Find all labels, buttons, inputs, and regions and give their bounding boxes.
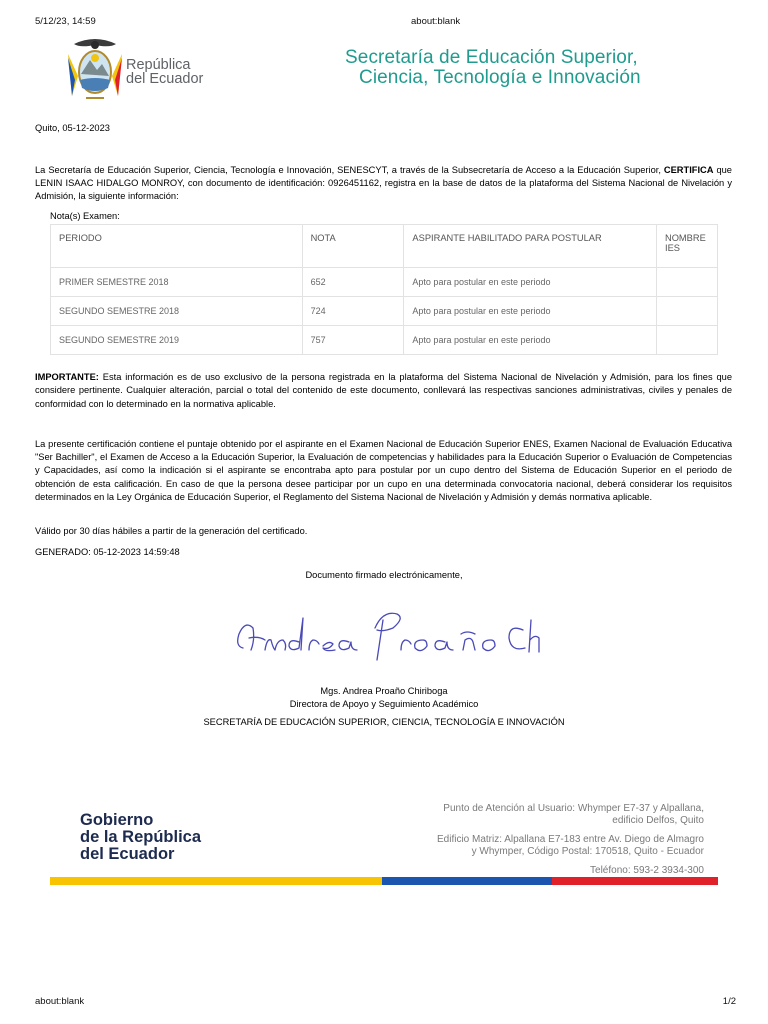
logo-line-1: República xyxy=(126,57,191,73)
exam-label: Nota(s) Examen: xyxy=(50,211,120,221)
cell-nota: 757 xyxy=(302,326,404,355)
flag-color-bar xyxy=(50,877,718,885)
print-page-number: 1/2 xyxy=(722,996,736,1007)
grades-table xyxy=(50,224,718,355)
important-notice xyxy=(35,371,732,411)
header-nota: NOTA xyxy=(302,225,404,268)
signed-note: Documento firmado electrónicamente, xyxy=(305,570,463,580)
gob-line-2: de la República xyxy=(80,828,202,846)
contact-line-3: Edificio Matriz: Alpallana E7-183 entre Av. Diego de Almagro xyxy=(436,834,704,845)
cell-aspirante: Apto para postular en este periodo xyxy=(404,268,657,297)
flag-blue-stripe xyxy=(382,877,552,885)
ministry-line-1: Secretaría de Educación Superior, xyxy=(345,47,638,68)
contact-phone: Teléfono: 593-2 3934-300 xyxy=(590,865,704,876)
table-row xyxy=(51,326,718,355)
cell-ies xyxy=(656,268,717,297)
republica-logo-text xyxy=(126,58,203,86)
certification-paragraph: La presente certificación contiene el puntaje obtenido por el aspirante en el Examen Nacional de Educación Superior ENES, Examen Nacional de Evaluación Educativa "Ser Bachiller", el Examen de Acceso a la Educación Superior, la Evaluación de competencias y habilidades para la Educación Superior o Evaluación de Competencias y Capacidades, así como la indicación si el aspirante se encontraba apto para postular por un cupo dentro del Sistema de Educación Superior en el periodo de obtención de esta calificación. En caso de que la persona desee participar por un cupo en una determinada convocatoria nacional, deberá considerar los requisitos determinados en la Ley Orgánica de Educación Superior, el Reglamento del Sistema Nacional de Nivelación y Admisión y demás normativa aplicable. xyxy=(35,439,732,502)
important-text: Esta información es de uso exclusivo de la persona registrada en la plataforma del Sistema Nacional de Nivelación y Admisión, para los fines que considere pertinente. Cualquier alteración, parcial o total del contenido de este documento, conllevará las respectivas sanciones administrativas, civiles y penales de conformidad con lo determinado en la normativa aplicable. xyxy=(35,372,732,409)
print-datetime: 5/12/23, 14:59 xyxy=(35,16,96,27)
cell-ies xyxy=(656,326,717,355)
cell-periodo: SEGUNDO SEMESTRE 2018 xyxy=(51,297,303,326)
intro-paragraph xyxy=(35,164,732,204)
important-label: IMPORTANTE: xyxy=(35,372,99,382)
handwritten-signature xyxy=(225,598,545,668)
gob-line-1: Gobierno xyxy=(80,811,154,829)
flag-red-stripe xyxy=(552,877,718,885)
header-aspirante: ASPIRANTE HABILITADO PARA POSTULAR xyxy=(404,225,657,268)
contact-info xyxy=(437,803,704,877)
signer-title: Directora de Apoyo y Seguimiento Académico xyxy=(289,699,479,709)
ecuador-coat-of-arms-icon xyxy=(64,36,126,102)
table-row xyxy=(51,297,718,326)
table-row xyxy=(51,268,718,297)
header-periodo: PERIODO xyxy=(51,225,303,268)
cell-periodo: PRIMER SEMESTRE 2018 xyxy=(51,268,303,297)
intro-part-1: La Secretaría de Educación Superior, Ciencia, Tecnología e Innovación, SENESCYT, a través de la Subsecretaría de Acceso a la Educación Superior, xyxy=(35,165,661,175)
place-date: Quito, 05-12-2023 xyxy=(35,123,110,133)
contact-line-2: edificio Delfos, Quito xyxy=(612,815,704,826)
cell-ies xyxy=(656,297,717,326)
ministry-line-2: Ciencia, Tecnología e Innovación xyxy=(359,67,641,88)
ministry-name xyxy=(345,48,641,88)
cell-aspirante: Apto para postular en este periodo xyxy=(404,326,657,355)
contact-line-1: Punto de Atención al Usuario: Whymper E7-37 y Alpallana, xyxy=(443,803,704,814)
header-nombre-ies: NOMBRE IES xyxy=(656,225,717,268)
flag-yellow-stripe xyxy=(50,877,382,885)
table-header-row xyxy=(51,225,718,268)
generated-timestamp: GENERADO: 05-12-2023 14:59:48 xyxy=(35,547,180,557)
cell-aspirante: Apto para postular en este periodo xyxy=(404,297,657,326)
contact-line-4: y Whymper, Código Postal: 170518, Quito - Ecuador xyxy=(471,846,704,857)
agency-name: SECRETARÍA DE EDUCACIÓN SUPERIOR, CIENCIA, TECNOLOGÍA E INNOVACIÓN xyxy=(203,717,565,727)
gobierno-logo-text xyxy=(80,812,201,863)
validity-note: Válido por 30 días hábiles a partir de la generación del certificado. xyxy=(35,526,308,536)
cell-periodo: SEGUNDO SEMESTRE 2019 xyxy=(51,326,303,355)
cell-nota: 724 xyxy=(302,297,404,326)
intro-part-2: que LENIN ISAAC HIDALGO MONROY, con documento de identificación: 0926451162, registra en la base de datos de la plataforma del Sistema Nacional de Nivelación y Admisión, la siguiente información: xyxy=(35,165,732,202)
cell-nota: 652 xyxy=(302,268,404,297)
logo-line-2: del Ecuador xyxy=(126,71,204,87)
intro-certifica: CERTIFICA xyxy=(663,165,714,175)
signer-block xyxy=(0,685,768,711)
gob-line-3: del Ecuador xyxy=(80,845,175,863)
signer-name: Mgs. Andrea Proaño Chiriboga xyxy=(320,686,448,696)
print-url: about:blank xyxy=(411,16,461,27)
print-footer-url: about:blank xyxy=(35,996,85,1007)
